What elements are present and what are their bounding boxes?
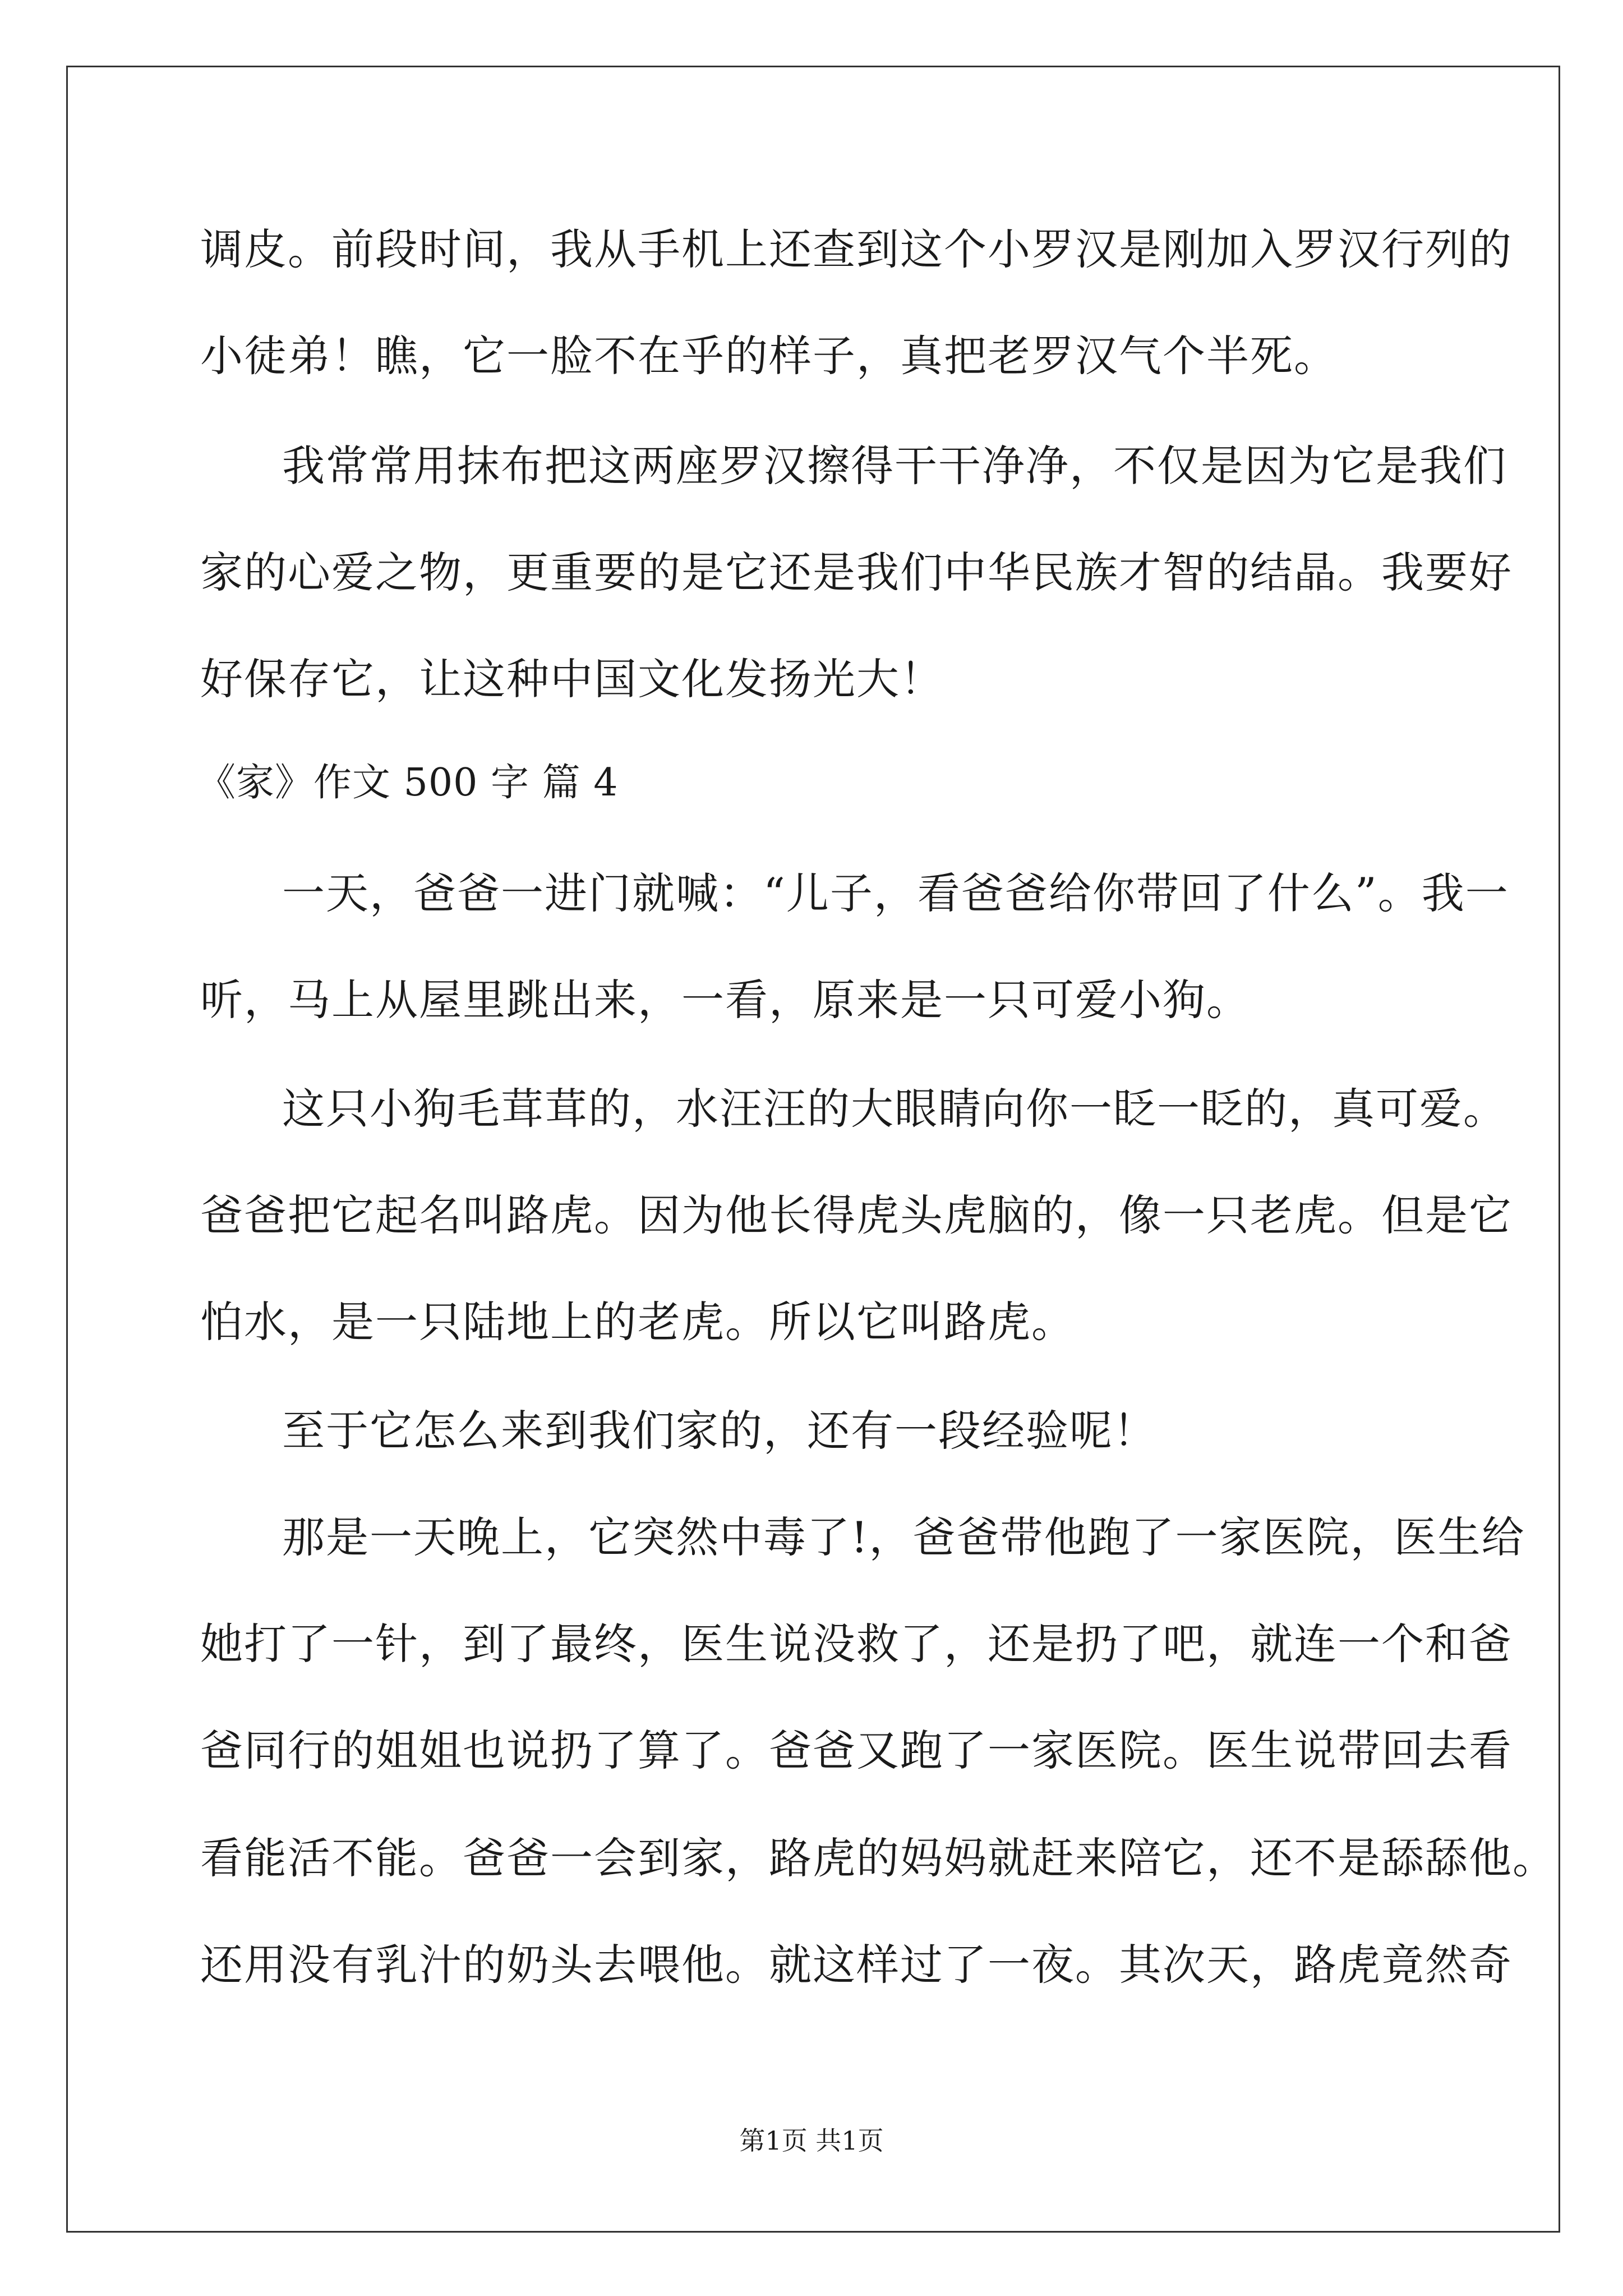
paragraph-line: 爸同行的姐姐也说扔了算了。爸爸又跑了一家医院。医生说带回去看 — [200, 1726, 1513, 1775]
paragraph-line: 看能活不能。爸爸一会到家，路虎的妈妈就赶来陪它，还不是舔舔他。 — [200, 1833, 1556, 1883]
paragraph-line: 我常常用抹布把这两座罗汉擦得干干净净，不仅是因为它是我们 — [282, 441, 1507, 491]
paragraph-line: 爸爸把它起名叫路虎。因为他长得虎头虎脑的，像一只老虎。但是它 — [200, 1190, 1513, 1240]
paragraph-line: 一天，爸爸一进门就喊：“儿子，看爸爸给你带回了什么”。我一 — [282, 868, 1509, 918]
paragraph-line: 听，马上从屋里跳出来，一看，原来是一只可爱小狗。 — [200, 975, 1250, 1025]
page-border — [66, 66, 1560, 2233]
paragraph-line: 这只小狗毛茸茸的，水汪汪的大眼睛向你一眨一眨的，真可爱。 — [282, 1084, 1507, 1134]
paragraph-line: 家的心爱之物，更重要的是它还是我们中华民族才智的结晶。我要好 — [200, 547, 1513, 597]
paragraph-line: 调皮。前段时间，我从手机上还查到这个小罗汉是刚加入罗汉行列的 — [200, 224, 1513, 274]
paragraph-line: 好保存它，让这种中国文化发扬光大！ — [200, 654, 944, 704]
page-footer: 第1页 共1页 — [739, 2125, 884, 2156]
paragraph-line: 至于它怎么来到我们家的，还有一段经验呢！ — [282, 1406, 1157, 1456]
paragraph-line: 那是一天晚上，它突然中毒了!，爸爸带他跑了一家医院，医生给 — [282, 1512, 1525, 1562]
paragraph-line: 怕水，是一只陆地上的老虎。所以它叫路虎。 — [200, 1297, 1075, 1347]
paragraph-line: 还用没有乳汁的奶头去喂他。就这样过了一夜。其次天，路虎竟然奇 — [200, 1940, 1513, 1990]
section-heading: 《家》作文 500 字 篇 4 — [197, 761, 619, 805]
paragraph-line: 她打了一针，到了最终，医生说没救了，还是扔了吧，就连一个和爸 — [200, 1619, 1513, 1669]
paragraph-line: 小徒弟！瞧，它一脸不在乎的样子，真把老罗汉气个半死。 — [200, 331, 1338, 381]
